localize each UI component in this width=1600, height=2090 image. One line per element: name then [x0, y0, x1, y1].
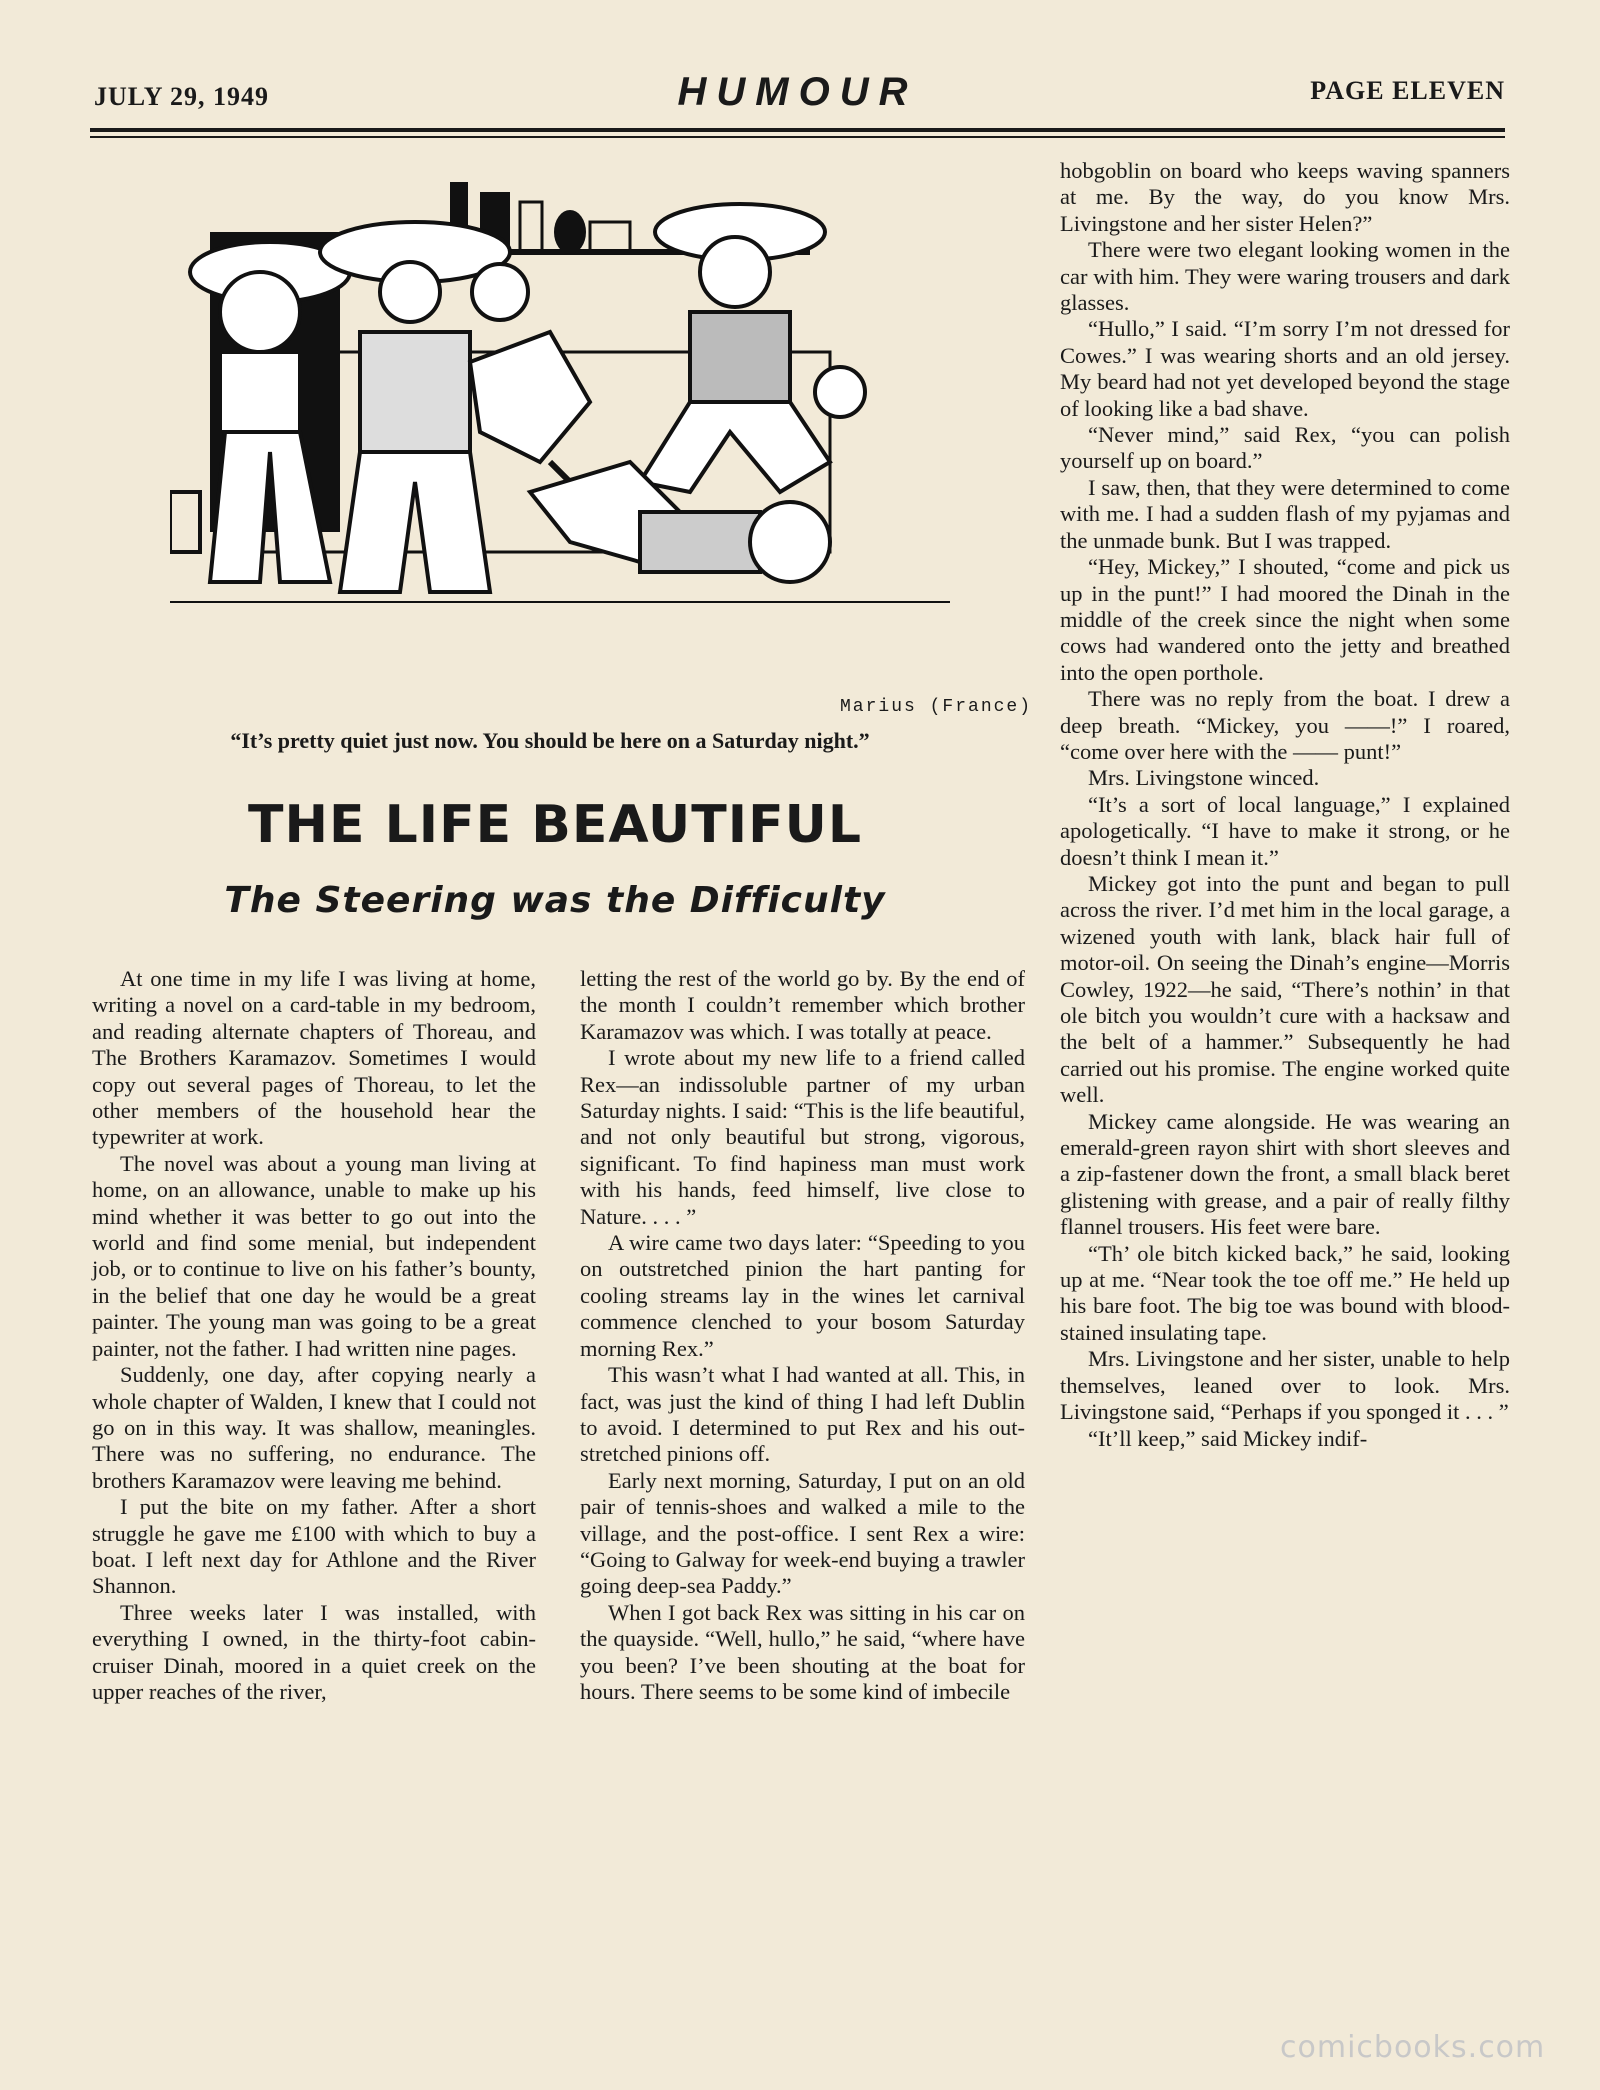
page-number: PAGE ELEVEN [1310, 76, 1505, 105]
article-column-1 [92, 966, 536, 1705]
article-subtitle: The Steering was the Difficulty [224, 880, 886, 921]
cartoon-caption: “It’s pretty quiet just now. You should be here on a Saturday night.” [230, 728, 870, 753]
paragraph: At one time in my life I was living at home, writing a novel on a card-table in my bedroom, and reading alternate chapters of Thoreau, and The Brothers Karamazov. Sometimes I would copy out several pages of Thoreau, to let the other members of the household hear the typewriter at work. [92, 966, 536, 1150]
paragraph: “Th’ ole bitch kicked back,” he said, looking up at me. “Near took the toe off me.” He held up his bare foot. The big toe was bound with blood-stained insulating tape. [1060, 1240, 1510, 1345]
header-rule-thin [90, 136, 1505, 138]
paragraph: This wasn’t what I had wanted at all. This, in fact, was just the kind of thing I had left Dublin to avoid. I determined to put Rex and his out-stretched pinions off. [580, 1362, 1025, 1467]
issue-date: JULY 29, 1949 [94, 82, 270, 111]
paragraph: hobgoblin on board who keeps waving spanners at me. By the way, do you know Mrs. Livingstone and her sister Helen?” [1060, 158, 1510, 236]
paragraph: When I got back Rex was sitting in his car on the quayside. “Well, hullo,” he said, “where have you been? I’ve been shouting at the boat for hours. There seems to be some kind of imbecile [580, 1599, 1025, 1704]
cartoon-credit: Marius (France) [840, 697, 1033, 717]
paragraph: I put the bite on my father. After a short struggle he gave me £100 with which to buy a boat. I left next day for Athlone and the River Shannon. [92, 1494, 536, 1599]
paragraph: “Never mind,” said Rex, “you can polish yourself up on board.” [1060, 422, 1510, 474]
paragraph: There was no reply from the boat. I drew a deep breath. “Mickey, you ——!” I roared, “come over here with the —— punt!” [1060, 686, 1510, 764]
magazine-title: HUMOUR [677, 70, 918, 114]
paragraph: Suddenly, one day, after copying nearly a whole chapter of Walden, I knew that I could not go on in this way. It was shallow, meaningles. There was no suffering, no endurance. The brothers Karamazov were leaving me behind. [92, 1362, 536, 1493]
paragraph: I wrote about my new life to a friend called Rex—an indissoluble partner of my urban Saturday nights. I said: “This is the life beautiful, and not only beautiful but strong, vigorous, significant. To find hapiness man must work with his hands, feed himself, live close to Nature. . . . ” [580, 1045, 1025, 1229]
paragraph: The novel was about a young man living at home, on an allowance, unable to make up his mind whether it was better to go out into the world and find some menial, but independent job, or to continue to live on his father’s bounty, in the belief that one day he would be a great painter. The young man was going to be a great painter, not the father. I had written nine pages. [92, 1150, 536, 1361]
paragraph: “Hullo,” I said. “I’m sorry I’m not dressed for Cowes.” I was wearing shorts and an old jersey. My beard had not yet developed beyond the stage of looking like a bad shave. [1060, 316, 1510, 421]
paragraph: “It’s a sort of local language,” I explained apologetically. “I have to make it strong, or he doesn’t think I mean it.” [1060, 791, 1510, 870]
paragraph: Mickey got into the punt and began to pull across the river. I’d met him in the local garage, a wizened youth with lank, black hair full of motor-oil. On seeing the Dinah’s engine—Morris Cowley, 1922—he said, “There’s nothin’ in that ole bitch you wouldn’t cure with a hacksaw and the belt of a hammer.” Subsequently he had carried out his promise. The engine worked quite well. [1060, 870, 1510, 1108]
paragraph: I saw, then, that they were determined to come with me. I had a sudden flash of my pyjamas and the unmade bunk. But I was trapped. [1060, 474, 1510, 553]
article-title: THE LIFE BEAUTIFUL [248, 795, 862, 855]
cartoon-illustration [170, 162, 1025, 682]
paragraph: There were two elegant looking women in the car with him. They were waring trousers and dark glasses. [1060, 237, 1510, 316]
watermark: comicbooks.com [1280, 2030, 1546, 2065]
article-column-2 [580, 966, 1025, 1705]
paragraph: Mrs. Livingstone winced. [1088, 765, 1320, 791]
paragraph: “It’ll keep,” said Mickey indif- [1088, 1425, 1368, 1451]
paragraph: Mickey came alongside. He was wearing an emerald-green rayon shirt with short sleeves and a zip-fastener down the front, a small black beret glistening with grease, and a pair of really filthy flannel trousers. His feet were bare. [1060, 1108, 1510, 1240]
header-rule [90, 128, 1505, 132]
paragraph: Three weeks later I was installed, with everything I owned, in the thirty-foot cabin-cruiser Dinah, moored in a quiet creek on the upper reaches of the river, [92, 1599, 536, 1704]
paragraph: A wire came two days later: “Speeding to you on outstretched pinion the hart panting for cooling streams lay in the wines let carnival commence clenched to your bosom Saturday morning Rex.” [580, 1230, 1025, 1361]
paragraph: Mrs. Livingstone and her sister, unable to help themselves, leaned over to look. Mrs. Livingstone said, “Perhaps if you sponged it . . . ” [1060, 1346, 1510, 1425]
article-column-3 [1060, 158, 1510, 1452]
paragraph: letting the rest of the world go by. By the end of the month I couldn’t remember which brother Karamazov was which. I was totally at peace. [580, 966, 1025, 1044]
paragraph: Early next morning, Saturday, I put on an old pair of tennis-shoes and walked a mile to the village, and the post-office. I sent Rex a wire: “Going to Galway for week-end buying a trawler going deep-sea Paddy.” [580, 1467, 1025, 1599]
page-header [90, 70, 1505, 130]
paragraph: “Hey, Mickey,” I shouted, “come and pick us up in the punt!” I had moored the Dinah in the middle of the creek since the night when some cows had wandered onto the jetty and breathed into the open porthole. [1060, 554, 1510, 685]
